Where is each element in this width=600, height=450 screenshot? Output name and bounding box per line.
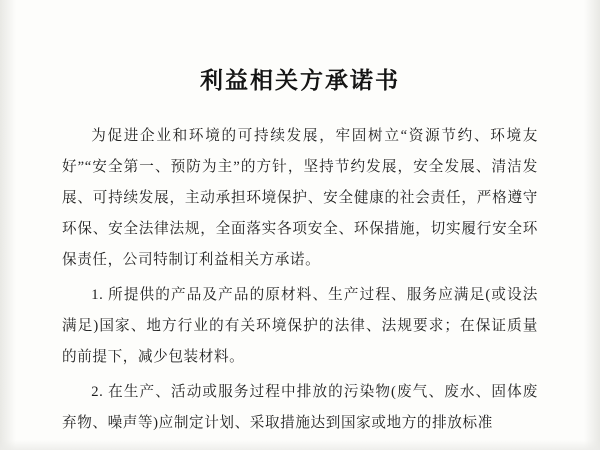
page-title: 利益相关方承诺书 [200,68,400,93]
paragraph-intro: 为促进企业和环境的可持续发展，牢固树立“资源节约、环境友好”“安全第一、预防为主”的方针，坚持节约发展，安全发展、清洁发展、可持续发展，主动承担环境保护、安全健康的社会责任，严格遵守环保、安全法律法规，全面落实各项安全、环保措施，切实履行安全环保责任，公司特制订利益相关方承诺。 [62,128,538,268]
page-edge-shadow-right [584,0,600,450]
page-edge-shadow-bottom [0,440,600,450]
page-edge-shadow-left [0,0,16,450]
paragraph-item-2: 2. 在生产、活动或服务过程中排放的污染物(废气、废水、固体废弃物、噪声等)应制定计划、采取措施达到国家或地方的排放标准 [62,384,538,431]
document-body [62,121,538,439]
paragraph-item-1: 1. 所提供的产品及产品的原材料、生产过程、服务应满足(或设法满足)国家、地方行业的有关环境保护的法律、法规要求；在保证质量的前提下，减少包装材料。 [62,287,538,365]
